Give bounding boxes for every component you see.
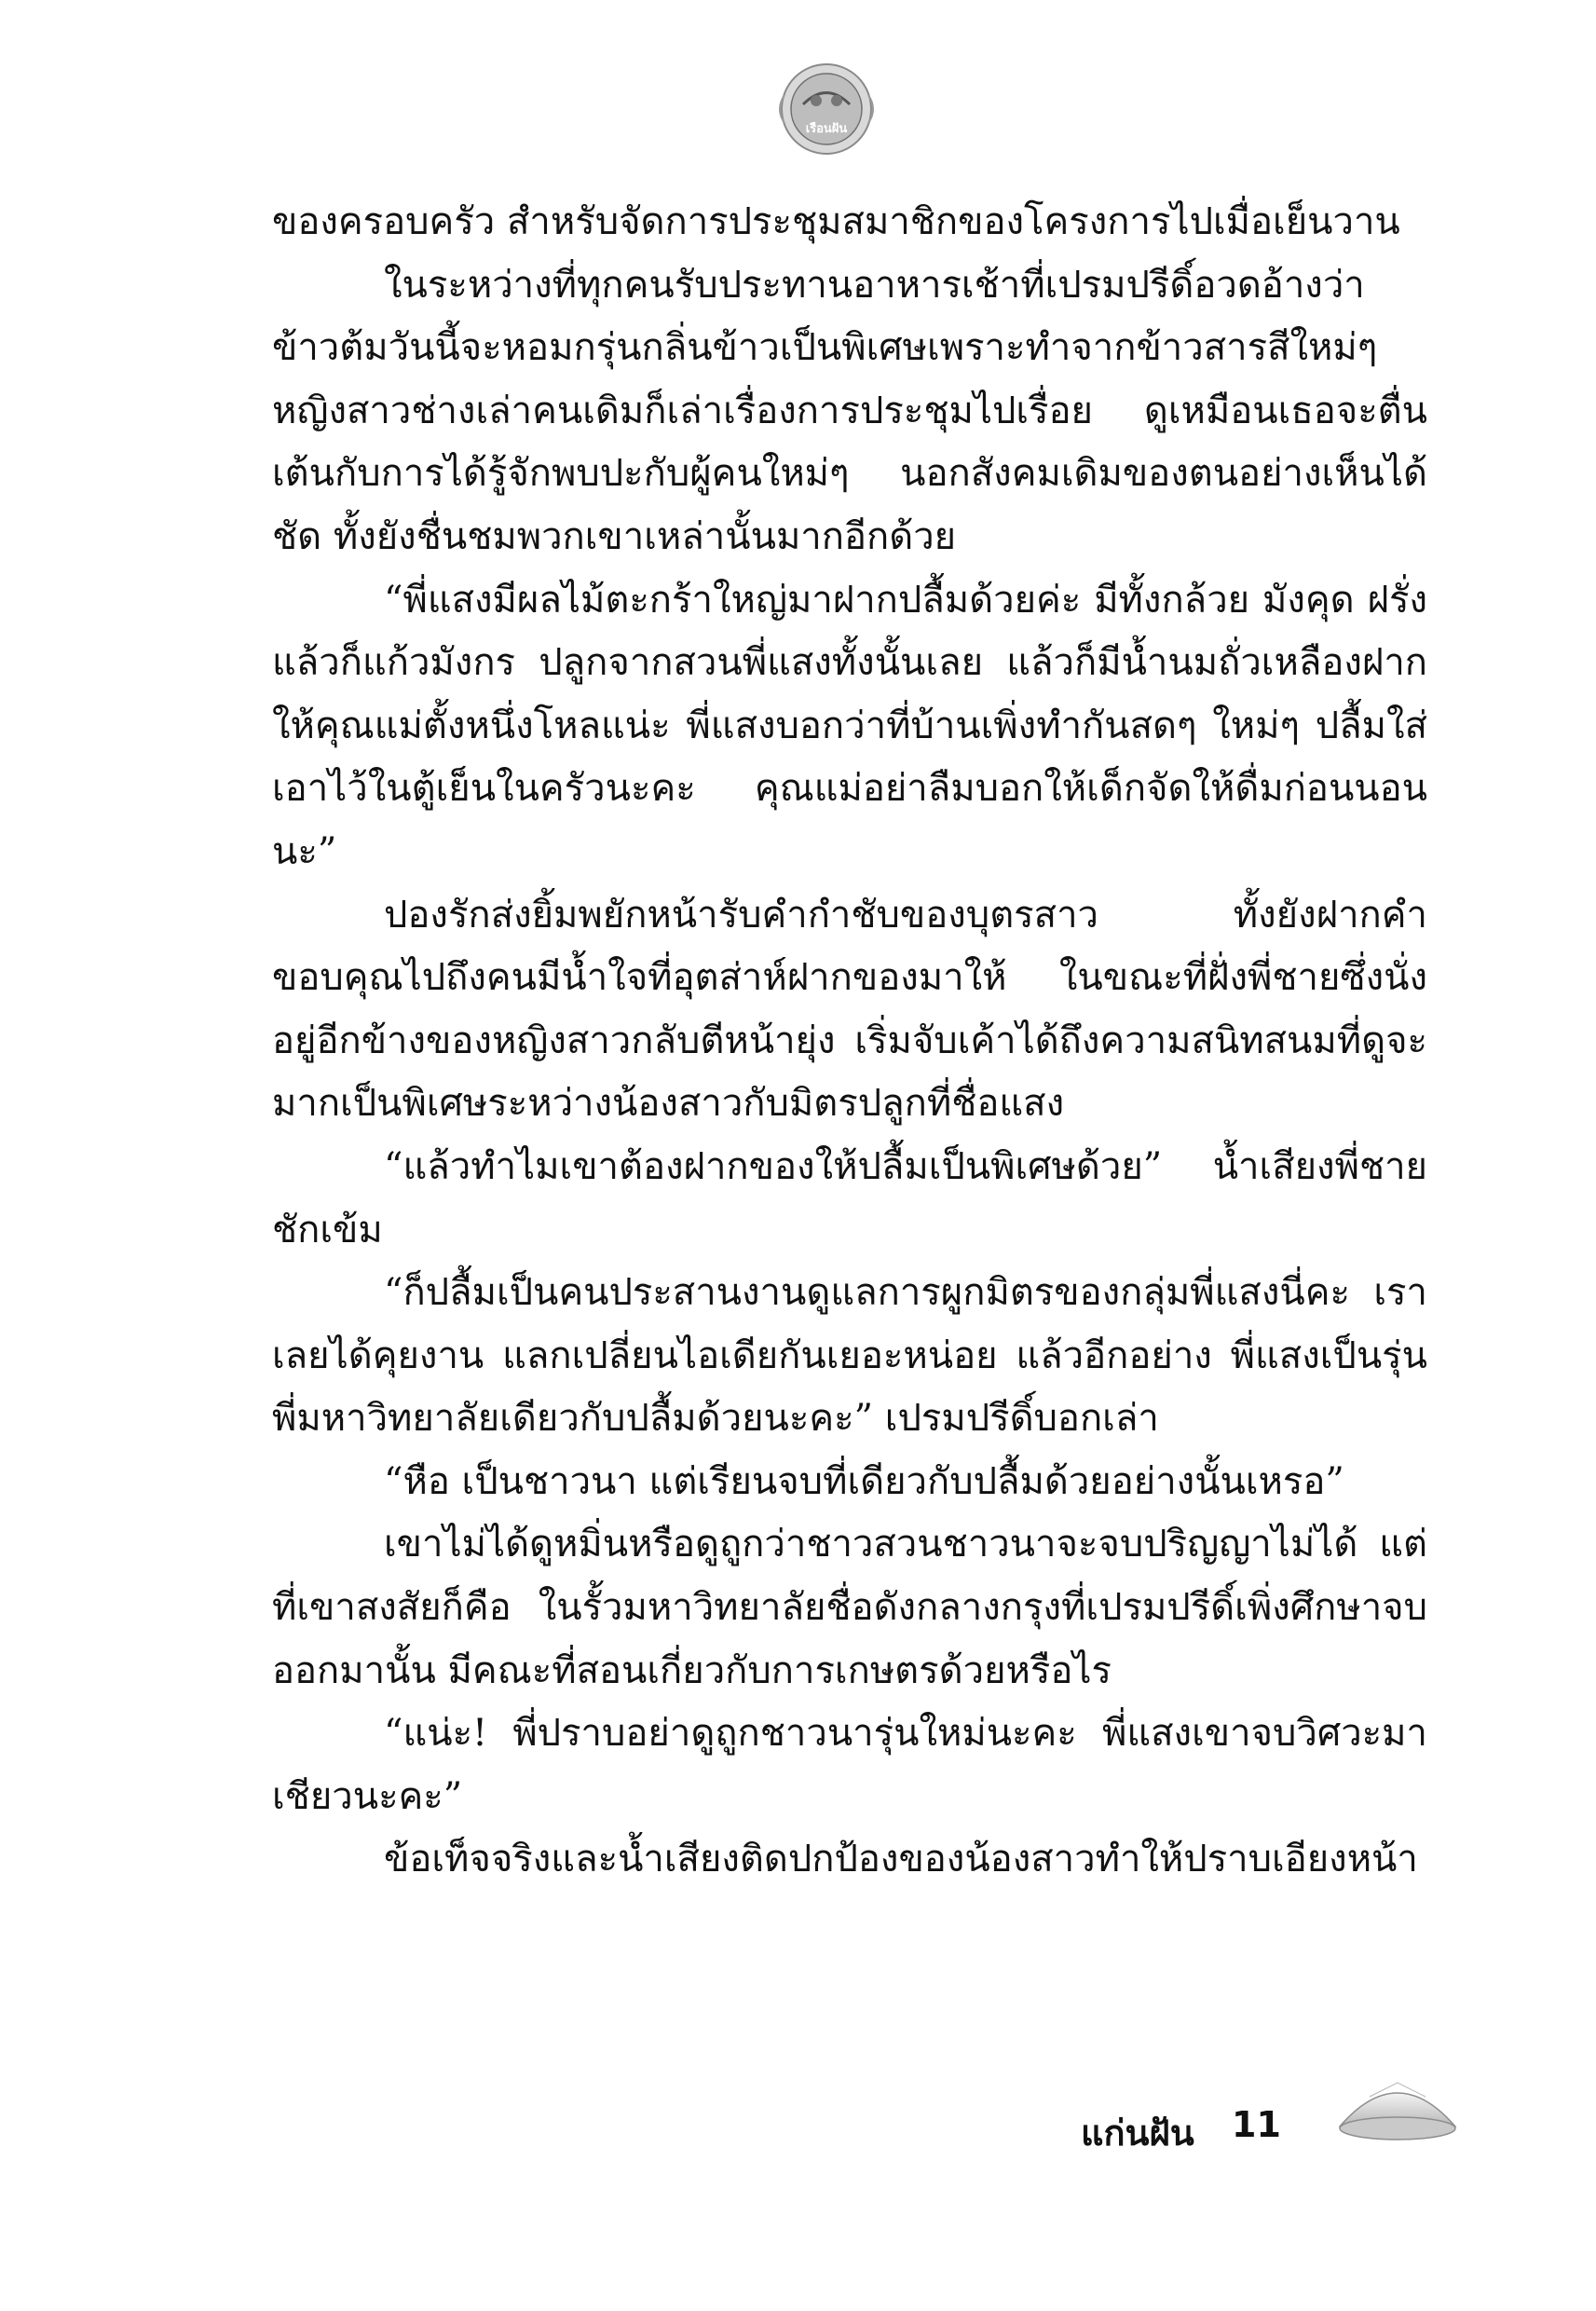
paragraph: ในระหว่างที่ทุกคนรับประทานอาหารเช้าที่เปรมปรีดิ์อวดอ้างว่าข้าวต้มวันนี้จะหอมกรุ่นกลิ่นข้าวเป็นพิเศษเพราะทำจากข้าวสารสีใหม่ๆ หญิงสาวช่างเล่าคนเดิมก็เล่าเรื่องการประชุมไปเรื่อย ดูเหมือนเธอจะตื่นเต้นกับการได้รู้จักพบปะกับผู้คนใหม่ๆ นอกสังคมเดิมของตนอย่างเห็นได้ชัด ทั้งยังชื่นชมพวกเขาเหล่านั้นมากอีกด้วย xyxy=(272,263,1427,558)
paragraph: ของครอบครัว สำหรับจัดการประชุมสมาชิกของโครงการไปเมื่อเย็นวาน xyxy=(272,200,1400,243)
page-number: 11 xyxy=(1232,2104,1281,2145)
paragraph: “พี่แสงมีผลไม้ตะกร้าใหญ่มาฝากปลื้มด้วยค่ะ มีทั้งกล้วย มังคุด ฝรั่ง แล้วก็แก้วมังกร ปลูกจากสวนพี่แสงทั้งนั้นเลย แล้วก็มีน้ำนมถั่วเหลืองฝากให้คุณแม่ตั้งหนึ่งโหลแน่ะ พี่แสงบอกว่าที่บ้านเพิ่งทำกันสดๆ ใหม่ๆ ปลื้มใส่เอาไว้ในตู้เย็นในครัวนะคะ คุณแม่อย่าลืมบอกให้เด็กจัดให้ดื่มก่อนนอนนะ” xyxy=(272,578,1427,873)
paragraph: ปองรักส่งยิ้มพยักหน้ารับคำกำชับของบุตรสาว ทั้งยังฝากคำขอบคุณไปถึงคนมีน้ำใจที่อุตส่าห์ฝากของมาให้ ในขณะที่ฝั่งพี่ชายซึ่งนั่งอยู่อีกข้างของหญิงสาวกลับตีหน้ายุ่ง เริ่มจับเค้าได้ถึงความสนิทสนมที่ดูจะมากเป็นพิเศษระหว่างน้องสาวกับมิตรปลูกที่ชื่อแสง xyxy=(272,893,1427,1126)
paragraph: “แน่ะ! พี่ปราบอย่าดูถูกชาวนารุ่นใหม่นะคะ พี่แสงเขาจบวิศวะมาเชียวนะคะ” xyxy=(272,1712,1427,1818)
body-text xyxy=(272,191,1427,1892)
paragraph: ข้อเท็จจริงและน้ำเสียงติดปกป้องของน้องสาวทำให้ปราบเอียงหน้า xyxy=(384,1838,1418,1881)
book-title: แก่นฝัน xyxy=(1081,2113,1194,2154)
paragraph: เขาไม่ได้ดูหมิ่นหรือดูถูกว่าชาวสวนชาวนาจะจบปริญญาไม่ได้ แต่ที่เขาสงสัยก็คือ ในรั้วมหาวิทยาลัยชื่อดังกลางกรุงที่เปรมปรีดิ์เพิ่งศึกษาจบออกมานั้น มีคณะที่สอนเกี่ยวกับการเกษตรด้วยหรือไร xyxy=(272,1523,1427,1692)
ornamental-logo-icon xyxy=(775,58,878,160)
logo-text: เรือนฝัน xyxy=(805,122,848,136)
paragraph: “ก็ปลื้มเป็นคนประสานงานดูแลการผูกมิตรของกลุ่มพี่แสงนี่คะ เราเลยได้คุยงาน แลกเปลี่ยนไอเดียกันเยอะหน่อย แล้วอีกอย่าง พี่แสงเป็นรุ่นพี่มหาวิทยาลัยเดียวกับปลื้มด้วยนะคะ” เปรมปรีดิ์บอกเล่า xyxy=(272,1271,1427,1441)
hat-icon xyxy=(1332,2069,1463,2153)
paragraph: “หือ เป็นชาวนา แต่เรียนจบที่เดียวกับปลื้มด้วยอย่างนั้นเหรอ” xyxy=(384,1459,1344,1503)
paragraph: “แล้วทำไมเขาต้องฝากของให้ปลื้มเป็นพิเศษด้วย” น้ำเสียงพี่ชายชักเข้ม xyxy=(272,1144,1427,1251)
